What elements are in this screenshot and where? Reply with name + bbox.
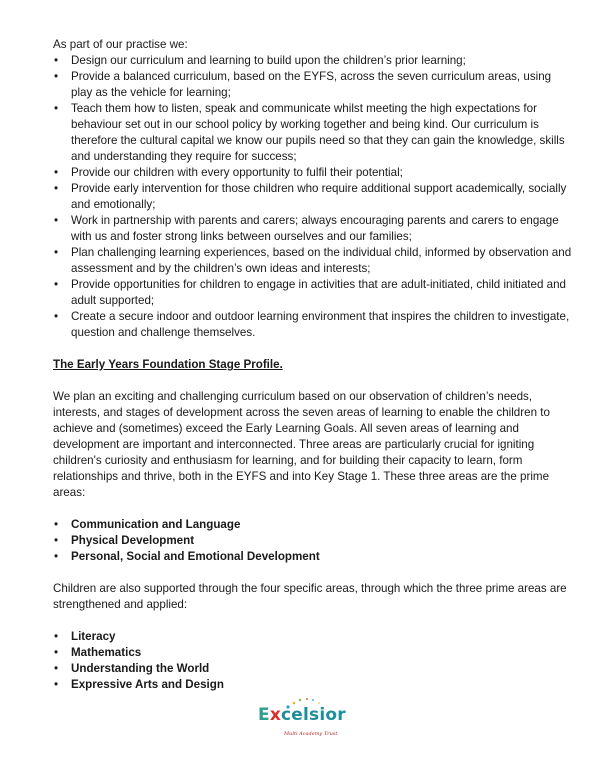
list-item: • Design our curriculum and learning to build upon the children’s prior learning;: [54, 54, 466, 67]
list-item: • Provide our children with every opportunity to fulfil their potential;: [54, 166, 403, 179]
list-item: • Physical Development: [54, 534, 195, 547]
document-page: [53, 37, 573, 693]
list-item: • Plan challenging learning experiences, based on the individual child, informed by observation and assessment and by the children’s own ideas and interests;: [54, 246, 572, 275]
bullet-icon: •: [54, 102, 59, 115]
list-item: • Provide early intervention for those children who require additional support academically, socially and emotionally;: [54, 182, 567, 211]
section-paragraph: We plan an exciting and challenging curriculum based on our observation of children’s needs, interests, and stages of development across the seven areas of learning to enable the children to achieve and (sometimes) exceed the Early Learning Goals. All seven areas of learning and development are important and interconnected. Three areas are particularly crucial for igniting children's curiosity and enthusiasm for learning, and for building their capacity to learn, form relationships and thrive, both in the EYFS and into Key Stage 1. These three areas are the prime areas:: [53, 390, 550, 499]
excelsior-logo: [256, 697, 346, 737]
list-item: • Mathematics: [54, 646, 142, 659]
bullet-icon: •: [54, 662, 59, 675]
practise-list: [53, 53, 573, 341]
logo-wordmark: Excelsior: [258, 705, 346, 725]
bullet-icon: •: [54, 182, 59, 195]
list-item: • Teach them how to listen, speak and communicate whilst meeting the high expectations for behaviour set out in our school policy by working together and being kind. Our curriculum is therefore the cultural capital we know our pupils need so that they can gain the knowledge, skills and understanding they require for success;: [54, 102, 565, 163]
list-item: • Work in partnership with parents and carers; always encouraging parents and carers to engage with us and foster strong links between ourselves and our families;: [54, 214, 559, 243]
bullet-icon: •: [54, 278, 59, 291]
bullet-icon: •: [54, 630, 59, 643]
bullet-icon: •: [54, 518, 59, 531]
list-item: • Communication and Language: [54, 518, 241, 531]
list-item: • Literacy: [54, 630, 116, 643]
list-item: • Provide opportunities for children to engage in activities that are adult-initiated, child initiated and adult supported;: [54, 278, 566, 307]
bullet-icon: •: [54, 70, 59, 83]
bullet-icon: •: [54, 166, 59, 179]
specific-areas-list: [53, 629, 573, 693]
list-item: • Understanding the World: [54, 662, 210, 675]
bullet-icon: •: [54, 534, 59, 547]
list-item: • Create a secure indoor and outdoor learning environment that inspires the children to investigate, question and challenge themselves.: [54, 310, 570, 339]
bullet-icon: •: [54, 678, 59, 691]
bullet-icon: •: [54, 246, 59, 259]
list-item: • Personal, Social and Emotional Development: [54, 550, 320, 563]
list-item: • Expressive Arts and Design: [54, 678, 224, 691]
practise-intro: As part of our practise we:: [53, 38, 188, 51]
bullet-icon: •: [54, 550, 59, 563]
list-item: • Provide a balanced curriculum, based on the EYFS, across the seven curriculum areas, using play as the vehicle for learning;: [54, 70, 552, 99]
logo-tagline: Multi Academy Trust: [284, 731, 338, 737]
prime-areas-list: [53, 517, 573, 565]
section-heading: The Early Years Foundation Stage Profile.: [53, 358, 283, 371]
bullet-icon: •: [54, 646, 59, 659]
bullet-icon: •: [54, 214, 59, 227]
specific-areas-intro: Children are also supported through the four specific areas, through which the three prime areas are strengthened and applied:: [53, 582, 567, 611]
bullet-icon: •: [54, 310, 59, 323]
bullet-icon: •: [54, 54, 59, 67]
